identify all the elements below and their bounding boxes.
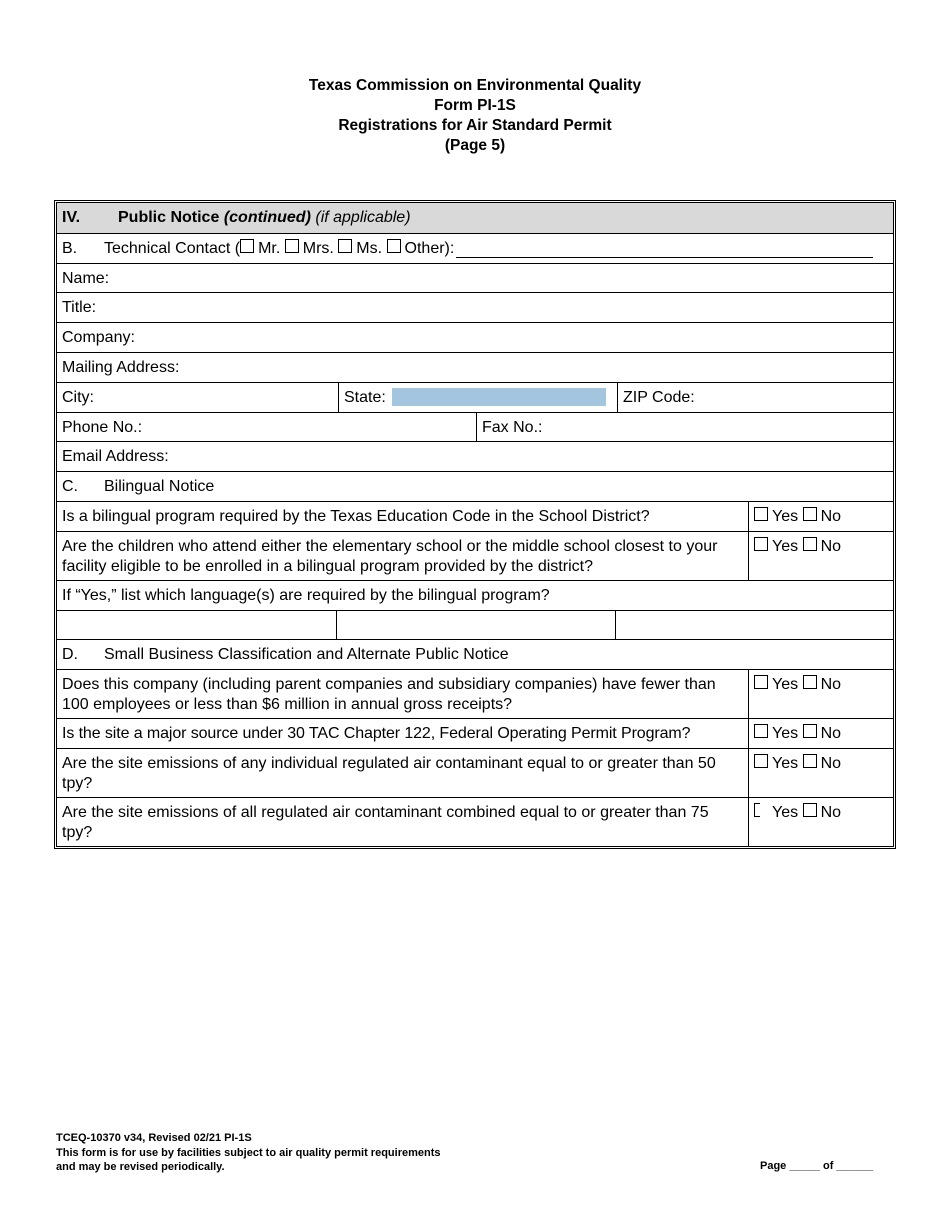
bilingual-q2-row — [57, 531, 893, 580]
language-field-1[interactable] — [57, 611, 336, 640]
no-label: No — [820, 507, 842, 525]
language-field-2[interactable] — [336, 611, 615, 640]
name-row[interactable] — [57, 263, 893, 293]
bilingual-q3-row — [57, 580, 893, 610]
bilingual-header-row — [57, 471, 893, 501]
fax-label: Fax No.: — [482, 418, 543, 436]
sb-q2-no-checkbox[interactable] — [803, 724, 817, 738]
page-indicator: (Page 5) — [444, 137, 506, 154]
state-select[interactable] — [392, 388, 606, 406]
yes-label: Yes — [772, 803, 799, 821]
sb-q3-yes-checkbox[interactable] — [754, 754, 768, 768]
phone-field[interactable] — [57, 413, 476, 442]
small-business-letter: D. — [62, 646, 78, 664]
sb-q2-yes-checkbox[interactable] — [754, 724, 768, 738]
sb-q3-no-checkbox[interactable] — [803, 754, 817, 768]
form-number: Form PI-1S — [434, 97, 516, 114]
small-business-header-row — [57, 639, 893, 669]
fax-field[interactable] — [476, 413, 893, 442]
city-label: City: — [62, 388, 94, 406]
footer-info — [56, 1131, 440, 1175]
subsection-letter: B. — [62, 239, 78, 257]
mr-label: Mr. — [258, 239, 281, 257]
small-business-q4-row — [57, 797, 893, 846]
no-label: No — [820, 803, 842, 821]
small-business-q2: Is the site a major source under 30 TAC Chapter 122, Federal Operating Permit Program? — [62, 725, 691, 743]
small-business-q4: Are the site emissions of all regulated air contaminant combined equal to or greater than 75 tpy? — [62, 803, 709, 841]
mr-checkbox[interactable] — [240, 239, 254, 253]
sb-q4-no-checkbox[interactable] — [803, 803, 817, 817]
section-applicable: (if applicable) — [315, 209, 411, 226]
ms-checkbox[interactable] — [338, 239, 352, 253]
sb-q1-yes-checkbox[interactable] — [754, 675, 768, 689]
ms-label: Ms. — [356, 239, 383, 257]
phone-fax-row — [57, 412, 893, 442]
bilingual-title: Bilingual Notice — [104, 478, 215, 496]
yes-label: Yes — [772, 676, 799, 694]
bilingual-q2: Are the children who attend either the elementary school or the middle school closest to your facility eligible to be enrolled in a bilingual program provided by the district? — [62, 537, 718, 575]
small-business-q3: Are the site emissions of any individual regulated air contaminant equal to or greater than 50 tpy? — [62, 754, 716, 792]
no-label: No — [820, 725, 842, 743]
bilingual-q3: If “Yes,” list which language(s) are required by the bilingual program? — [62, 586, 550, 604]
bilingual-q1: Is a bilingual program required by the Texas Education Code in the School District? — [62, 507, 650, 525]
sb-q1-no-checkbox[interactable] — [803, 675, 817, 689]
mrs-checkbox[interactable] — [285, 239, 299, 253]
form-revision-note: and may be revised periodically. — [56, 1161, 225, 1173]
city-field[interactable] — [57, 383, 338, 412]
title-row[interactable] — [57, 292, 893, 322]
form-usage-note: This form is for use by facilities subject to air quality permit requirements — [56, 1146, 441, 1159]
bilingual-q2-yes-checkbox[interactable] — [754, 537, 768, 551]
small-business-q3-row — [57, 748, 893, 797]
section-header — [57, 203, 893, 233]
technical-contact-row — [57, 233, 893, 263]
page-count: Page _____ of ______ — [760, 1160, 874, 1172]
bilingual-q1-yes-checkbox[interactable] — [754, 507, 768, 521]
small-business-title: Small Business Classification and Alternate Public Notice — [104, 646, 509, 664]
bilingual-q2-no-checkbox[interactable] — [803, 537, 817, 551]
mrs-label: Mrs. — [302, 239, 334, 257]
mailing-address-row[interactable] — [57, 352, 893, 382]
other-label: Other): — [404, 239, 455, 257]
state-field[interactable] — [338, 383, 617, 412]
state-label: State: — [344, 388, 386, 406]
no-label: No — [820, 754, 842, 772]
bilingual-letter: C. — [62, 478, 78, 496]
form-revision: TCEQ-10370 v34, Revised 02/21 PI-1S — [56, 1132, 252, 1144]
mailing-address-label: Mailing Address: — [62, 358, 180, 376]
section-title: Public Notice — [118, 209, 220, 226]
small-business-q1: Does this company (including parent companies and subsidiary companies) have fewer than 100 employees or less than $6 million in annual gross receipts? — [62, 676, 716, 714]
bilingual-q1-no-checkbox[interactable] — [803, 507, 817, 521]
zip-label: ZIP Code: — [623, 388, 695, 406]
no-label: No — [820, 676, 842, 694]
other-input-line[interactable] — [456, 239, 873, 258]
form-title: Registrations for Air Standard Permit — [338, 117, 612, 134]
agency-title: Texas Commission on Environmental Quality — [308, 77, 642, 94]
city-state-zip-row — [57, 382, 893, 412]
title-label: Title: — [62, 299, 97, 317]
yes-label: Yes — [772, 725, 799, 743]
technical-contact-label: Technical Contact ( — [104, 239, 241, 257]
form-header — [0, 76, 950, 156]
section-number: IV. — [62, 209, 81, 226]
language-field-3[interactable] — [615, 611, 893, 640]
email-label: Email Address: — [62, 448, 169, 466]
small-business-q1-row — [57, 669, 893, 718]
public-notice-form — [54, 200, 896, 849]
company-row[interactable] — [57, 322, 893, 352]
sb-q4-yes-checkbox[interactable] — [754, 803, 760, 817]
language-entry-row — [57, 610, 893, 640]
other-checkbox[interactable] — [387, 239, 401, 253]
phone-label: Phone No.: — [62, 418, 143, 436]
zip-field[interactable] — [617, 383, 893, 412]
no-label: No — [820, 537, 842, 555]
section-continued: (continued) — [223, 209, 311, 226]
email-row[interactable] — [57, 441, 893, 471]
yes-label: Yes — [772, 537, 799, 555]
yes-label: Yes — [772, 507, 799, 525]
small-business-q2-row — [57, 718, 893, 748]
yes-label: Yes — [772, 754, 799, 772]
company-label: Company: — [62, 329, 135, 347]
bilingual-q1-row — [57, 501, 893, 531]
name-label: Name: — [62, 269, 110, 287]
